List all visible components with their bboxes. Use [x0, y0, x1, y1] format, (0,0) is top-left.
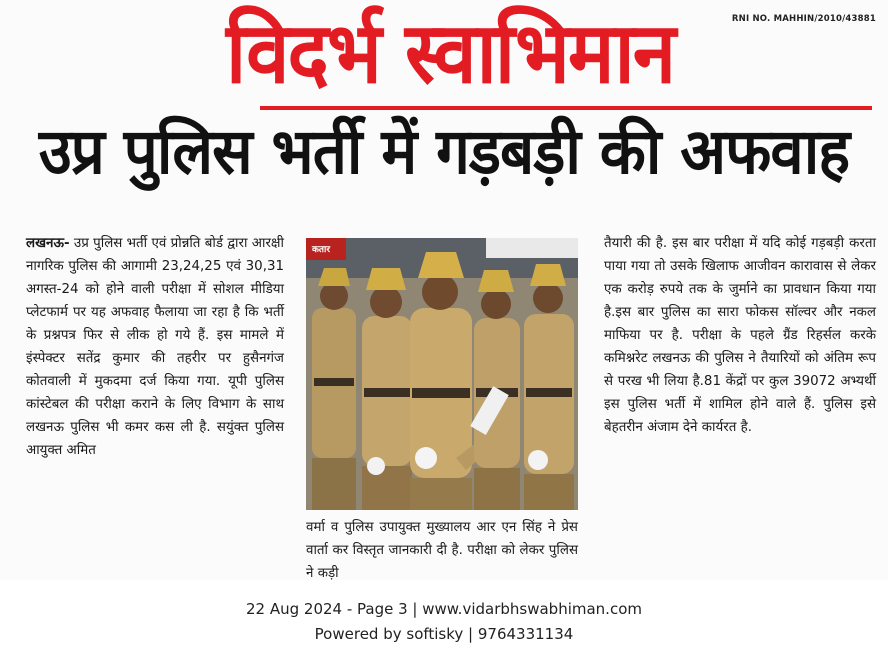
article-column-1 — [26, 232, 284, 462]
newspaper-masthead — [150, 2, 750, 106]
dateline: लखनऊ- — [26, 236, 70, 251]
rni-number: RNI NO. MAHHIN/2010/43881 — [731, 14, 876, 24]
article-headline: उप्र पुलिस भर्ती में गड़बड़ी की अफवाह — [38, 115, 850, 189]
newspaper-name: विदर्भ स्वाभिमान — [225, 5, 675, 103]
photo-tag: कतार — [312, 245, 331, 255]
article-column-2: वर्मा व पुलिस उपायुक्त मुख्यालय आर एन सिंह ने प्रेस वार्ता कर विस्तृत जानकारी दी है. परीक्षा को लेकर पुलिस ने कड़ी — [306, 520, 578, 581]
article-column-3: तैयारी की है. इस बार परीक्षा में यदि कोई गड़बड़ी करता पाया गया तो उसके खिलाफ आजीवन कारावास से लेकर एक करोड़ रुपये तक के जुर्माने का प्रावधान किया गया है.इस बार पुलिस का सारा फोकस सॉल्वर और नकल माफिया पर है. परीक्षा के पहले ग्रैंड रिहर्सल करके कमिश्नरेट लखनऊ की पुलिस ने तैयारियों को अंतिम रूप से परख भी लिया है.81 केंद्रों पर कुल 39072 अभ्यर्थी इस पुलिस भर्ती में शामिल होने वाले हैं. पुलिस इसे बेहतरीन अंजाम देने कार्यरत है. — [604, 236, 876, 435]
police-parade-photo — [306, 238, 578, 510]
column-1-text: उप्र पुलिस भर्ती एवं प्रोन्नति बोर्ड द्वारा आरक्षी नागरिक पुलिस की आगामी 23,24,25 एवं 30,31 अगस्त-24 को होने वाली परीक्षा में सोशल मीडिया प्लेटफार्म पर यह अफवाह फैलाया जा रहा है कि भर्ती के प्रश्नपत्र फिर से लीक हो गये हैं. इस मामले में इंस्पेक्टर सतेंद्र कुमार की तहरीर पर हुसैनगंज कोतवाली में मुकदमा दर्ज किया गया. यूपी पुलिस कांस्टेबल की परीक्षा कराने के लिए विभाग के साथ लखनऊ पुलिस भी कमर कस ली है. सयुंक्त पुलिस आयुक्त अमित — [26, 236, 284, 458]
masthead-rule — [260, 106, 872, 110]
footer-date-page: 22 Aug 2024 - Page 3 | www.vidarbhswabhiman.com — [246, 600, 642, 618]
photo-illustration — [306, 238, 578, 510]
footer-powered-by: Powered by softisky | 9764331134 — [314, 625, 574, 643]
